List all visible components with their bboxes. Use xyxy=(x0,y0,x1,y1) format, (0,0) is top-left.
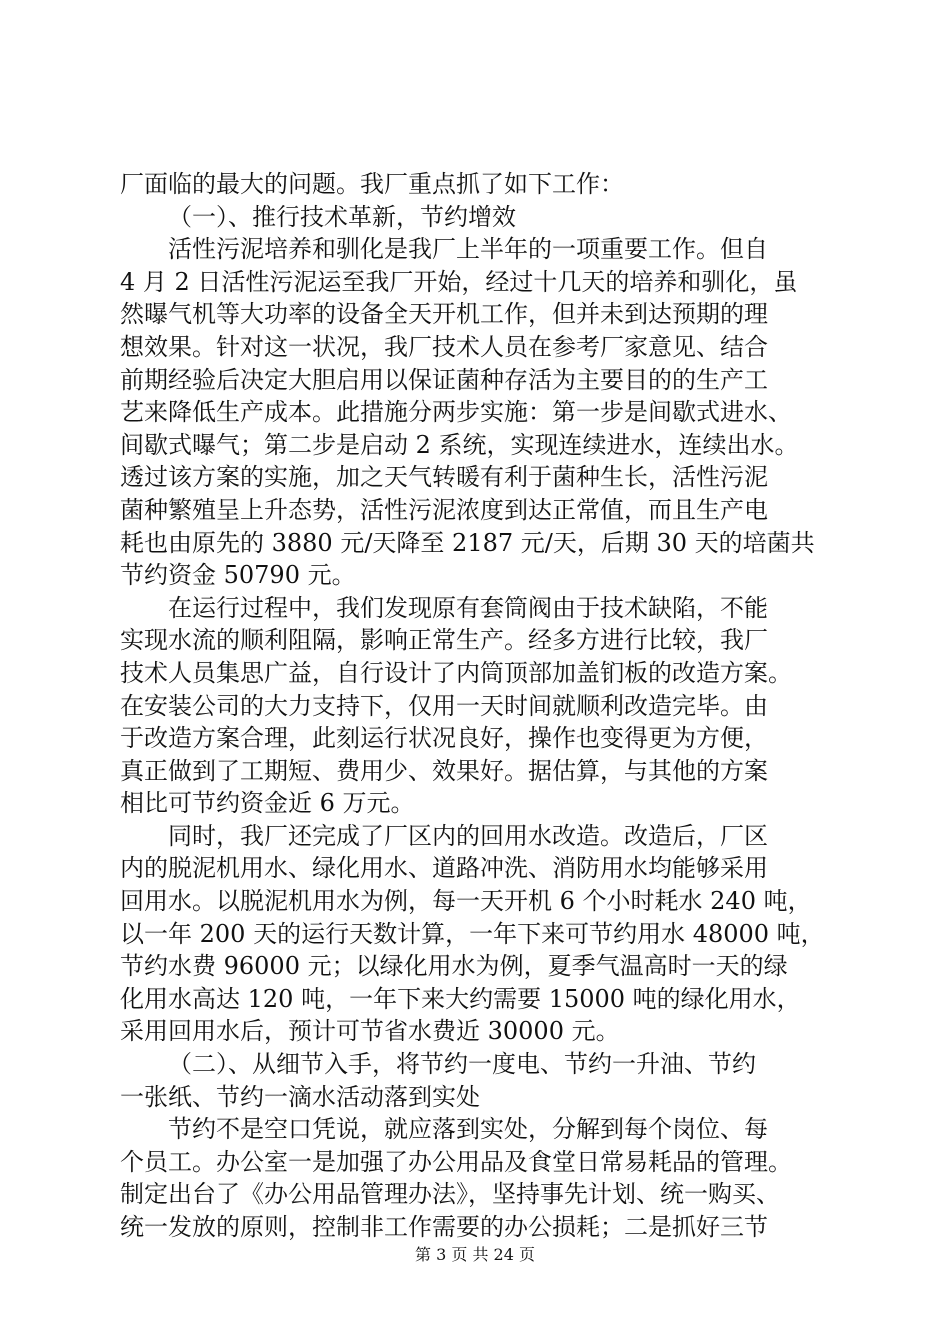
text-line: 然曝气机等大功率的设备全天开机工作，但并未到达预期的理 xyxy=(120,300,768,329)
text-line: 透过该方案的实施，加之天气转暖有利于菌种生长，活性污泥 xyxy=(120,463,768,492)
text-line: 在安装公司的大力支持下，仅用一天时间就顺利改造完毕。由 xyxy=(120,691,768,720)
text-line: 于改造方案合理，此刻运行状况良好，操作也变得更为方便， xyxy=(120,724,768,753)
text-line: 相比可节约资金近 6 万元。 xyxy=(120,789,415,818)
text-line: 菌种繁殖呈上升态势，活性污泥浓度到达正常值，而且生产电 xyxy=(120,495,768,524)
text-line: 化用水高达 120 吨，一年下来大约需要 15000 吨的绿化用水， xyxy=(120,984,801,1013)
text-line: 真正做到了工期短、费用少、效果好。据估算，与其他的方案 xyxy=(120,756,768,785)
text-line: 回用水。以脱泥机用水为例，每一天开机 6 个小时耗水 240 吨， xyxy=(120,887,812,916)
text-line: 耗也由原先的 3880 元/天降至 2187 元/天，后期 30 天的培菌共 xyxy=(120,528,815,557)
text-line: 技术人员集思广益，自行设计了内筒顶部加盖钔板的改造方案。 xyxy=(120,658,792,687)
text-line: 艺来降低生产成本。此措施分两步实施：第一步是间歇式进水、 xyxy=(120,398,792,427)
text-line: 同时，我厂还完成了厂区内的回用水改造。改造后，厂区 xyxy=(168,821,768,850)
text-line: 节约不是空口凭说，就应落到实处，分解到每个岗位、每 xyxy=(168,1115,768,1144)
text-line: 厂面临的最大的问题。我厂重点抓了如下工作： xyxy=(120,170,624,198)
text-line: 间歇式曝气；第二步是启动 2 系统，实现连续进水，连续出水。 xyxy=(120,430,799,459)
text-line: 活性污泥培养和驯化是我厂上半年的一项重要工作。但自 xyxy=(168,235,768,264)
text-line: 统一发放的原则，控制非工作需要的办公损耗；二是抓好三节 xyxy=(120,1213,768,1241)
text-line: 前期经验后决定大胆启用以保证菌种存活为主要目的的生产工 xyxy=(120,365,768,394)
text-line: 在运行过程中，我们发现原有套筒阀由于技术缺陷，不能 xyxy=(168,593,768,622)
text-line: 内的脱泥机用水、绿化用水、道路冲洗、消防用水均能够采用 xyxy=(120,854,768,883)
text-line: 以一年 200 天的运行天数计算，一年下来可节约用水 48000 吨， xyxy=(120,919,825,948)
document-body xyxy=(120,168,832,1244)
text-line: 制定出台了《办公用品管理办法》，坚持事先计划、统一购买、 xyxy=(120,1180,780,1209)
text-line: （一）、推行技术革新，节约增效 xyxy=(168,202,516,231)
text-line: 节约水费 96000 元；以绿化用水为例，夏季气温高时一天的绿 xyxy=(120,952,788,981)
page-footer: 第 3 页 共 24 页 xyxy=(415,1245,535,1264)
text-line: （二）、从细节入手，将节约一度电、节约一升油、节约 xyxy=(168,1050,756,1079)
text-line: 想效果。针对这一状况，我厂技术人员在参考厂家意见、结合 xyxy=(120,332,768,361)
text-line: 采用回用水后，预计可节省水费近 30000 元。 xyxy=(120,1017,620,1046)
text-line: 4 月 2 日活性污泥运至我厂开始，经过十几天的培养和驯化，虽 xyxy=(120,267,798,296)
text-line: 节约资金 50790 元。 xyxy=(120,561,356,590)
text-line: 实现水流的顺利阻隔，影响正常生产。经多方进行比较，我厂 xyxy=(120,626,768,655)
text-line: 个员工。办公室一是加强了办公用品及食堂日常易耗品的管理。 xyxy=(120,1147,792,1176)
text-line: 一张纸、节约一滴水活动落到实处 xyxy=(120,1082,480,1111)
